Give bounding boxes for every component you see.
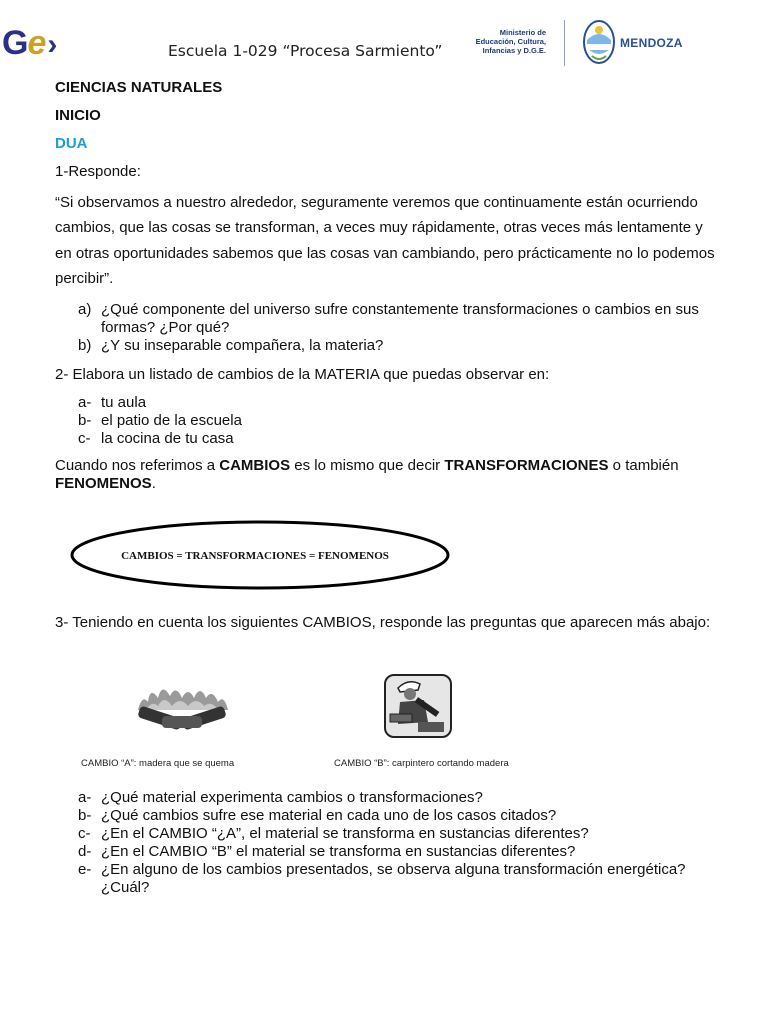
list-item: b) ¿Y su inseparable compañera, la materia? bbox=[78, 337, 384, 354]
list-item: c- ¿En el CAMBIO “¿A”, el material se transforma en sustancias diferentes? bbox=[78, 825, 589, 842]
burning-wood-icon bbox=[132, 680, 232, 736]
list-item: b- ¿Qué cambios sufre ese material en cada uno de los casos citados? bbox=[78, 807, 557, 824]
question-1-list bbox=[55, 301, 715, 355]
list-item: a- ¿Qué material experimenta cambios o transformaciones? bbox=[78, 789, 483, 806]
caption-change-b: CAMBIO “B”: carpintero cortando madera bbox=[334, 758, 509, 769]
equation-text: CAMBIOS = TRANSFORMACIONES = FENOMENOS bbox=[121, 550, 389, 562]
list-item: a- tu aula bbox=[78, 394, 147, 411]
ministry-logo-text: Ministerio de Educación, Cultura, Infancias y D.G.E. bbox=[475, 28, 546, 55]
section-title: INICIO bbox=[55, 107, 101, 124]
list-item: a) ¿Qué componente del universo sufre constantemente transformaciones o cambios en sus formas? ¿Por qué? bbox=[78, 301, 699, 336]
question-3-list bbox=[55, 789, 715, 897]
logo-divider bbox=[564, 20, 565, 66]
question-1-title: 1-Responde: bbox=[55, 163, 141, 180]
quote-paragraph: “Si observamos a nuestro alrededor, seguramente veremos que continuamente están ocurriendo cambios, que las cosas se transforman, a veces muy rápidamente, otras veces más lentamente y en otras oportunidades sabemos que las cosas van cambiando, pero prácticamente no lo podemos percibir”. bbox=[55, 194, 715, 287]
list-item: c- la cocina de tu casa bbox=[78, 430, 234, 447]
question-2-list bbox=[55, 394, 715, 448]
dua-label: DUA bbox=[55, 135, 88, 152]
province-seal-icon bbox=[582, 18, 616, 66]
list-item: d- ¿En el CAMBIO “B” el material se transforma en sustancias diferentes? bbox=[78, 843, 576, 860]
question-3-title: 3- Teniendo en cuenta los siguientes CAMBIOS, responde las preguntas que aparecen más abajo: bbox=[55, 614, 711, 631]
ge-logo: Ge› bbox=[2, 24, 57, 62]
carpenter-icon bbox=[384, 674, 452, 738]
subject-title: CIENCIAS NATURALES bbox=[55, 79, 223, 96]
school-title: Escuela 1-029 “Procesa Sarmiento” bbox=[168, 42, 443, 60]
equation-ellipse bbox=[70, 520, 454, 592]
list-item: e- ¿En alguno de los cambios presentados, se observa alguna transformación energética? ¿Cuál? bbox=[78, 861, 686, 896]
list-item: b- el patio de la escuela bbox=[78, 412, 242, 429]
province-name: MENDOZA bbox=[620, 36, 683, 50]
question-2-title: 2- Elabora un listado de cambios de la MATERIA que puedas observar en: bbox=[55, 366, 550, 383]
caption-change-a: CAMBIO “A”: madera que se quema bbox=[81, 758, 235, 769]
definition-paragraph: Cuando nos referimos a CAMBIOS es lo mismo que decir TRANSFORMACIONES o también FENOMENOS. bbox=[55, 457, 679, 492]
